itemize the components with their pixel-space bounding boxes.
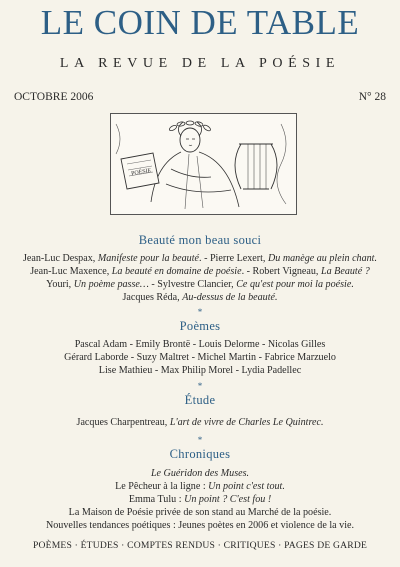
author-text: Jacques Charpentreau, xyxy=(76,417,170,428)
content-line xyxy=(0,278,400,291)
author-text: La Maison de Poésie privée de son stand au Marché de la poésie. xyxy=(68,507,332,518)
content-line xyxy=(0,480,400,493)
author-text: Jean-Luc Maxence, xyxy=(30,266,112,277)
content-line xyxy=(0,265,400,278)
content-line xyxy=(0,252,400,265)
author-text: Emma Tulu : xyxy=(128,494,185,505)
section-chroniques-contents xyxy=(0,467,400,532)
section-beaute-contents xyxy=(0,252,400,304)
content-line xyxy=(0,364,400,377)
author-text: Pascal Adam - Emily Brontë - Louis Delorme - Nicolas Gilles xyxy=(74,339,326,350)
author-text: Gérard Laborde - Suzy Maltret - Michel Martin - Fabrice Marzuelo xyxy=(64,352,336,363)
content-line xyxy=(0,467,400,480)
lyre-icon xyxy=(235,144,277,189)
title-text: Le Guéridon des Muses. xyxy=(150,468,250,479)
title-text: L'art de vivre de Charles Le Quintrec. xyxy=(169,417,324,428)
section-title-poemes: Poèmes xyxy=(179,319,221,333)
title-text: Ce qu'est pour moi la poésie. xyxy=(236,279,354,290)
content-line xyxy=(0,416,400,429)
book-word: POÉSIE xyxy=(130,167,152,178)
title-text: La Beauté ? xyxy=(320,266,370,277)
author-text: Jean-Luc Despax, xyxy=(22,253,98,264)
author-text: . - Robert Vigneau, xyxy=(241,266,321,277)
title-text: Un point c'est tout. xyxy=(208,481,285,492)
author-text: - Sylvestre Clancier, xyxy=(148,279,237,290)
section-etude-contents xyxy=(0,416,400,429)
title-text: Un point ? C'est fou ! xyxy=(184,494,272,505)
issue-info xyxy=(14,91,386,103)
author-text: . - Pierre Lexert, xyxy=(199,253,268,264)
title-text: Au-dessus de la beauté. xyxy=(182,292,278,303)
content-line xyxy=(0,493,400,506)
title-text: Un poème passe… xyxy=(73,279,149,290)
title-text: Manifeste pour la beauté xyxy=(97,253,200,264)
content-line xyxy=(0,351,400,364)
title-text: La beauté en domaine de poésie xyxy=(111,266,242,277)
author-text: Nouvelles tendances poétiques : Jeunes poètes en 2006 et violence de la vie. xyxy=(45,520,355,531)
content-line xyxy=(0,338,400,351)
section-title-beaute: Beauté mon beau souci xyxy=(138,233,262,247)
book-drawing xyxy=(121,153,159,189)
separator-star: * xyxy=(197,381,203,391)
author-text: Le Pêcheur à la ligne : xyxy=(115,481,209,492)
magazine-subtitle: LA REVUE DE LA POÉSIE xyxy=(59,56,341,71)
magazine-title: LE COIN DE TABLE xyxy=(40,3,360,42)
author-text: Lise Mathieu - Max Philip Morel - Lydia Padellec xyxy=(98,365,302,376)
cover-illustration xyxy=(110,113,297,215)
author-text: Jacques Réda, xyxy=(122,292,183,303)
section-title-etude: Étude xyxy=(184,393,216,407)
content-line xyxy=(0,506,400,519)
content-line xyxy=(0,291,400,304)
issue-number: N° 28 xyxy=(358,91,386,103)
separator-star: * xyxy=(197,307,203,317)
author-text: Youri, xyxy=(46,279,74,290)
title-text: Du manège au plein chant. xyxy=(267,253,378,264)
muse-with-lyre-drawing xyxy=(111,114,296,214)
footer-categories: POÈMES · ÉTUDES · COMPTES RENDUS · CRITIQUES · PAGES DE GARDE xyxy=(32,540,368,551)
section-poemes-contents xyxy=(0,338,400,377)
separator-star: * xyxy=(197,435,203,445)
content-line xyxy=(0,519,400,532)
issue-date: OCTOBRE 2006 xyxy=(14,91,94,103)
section-title-chroniques: Chroniques xyxy=(169,447,231,461)
